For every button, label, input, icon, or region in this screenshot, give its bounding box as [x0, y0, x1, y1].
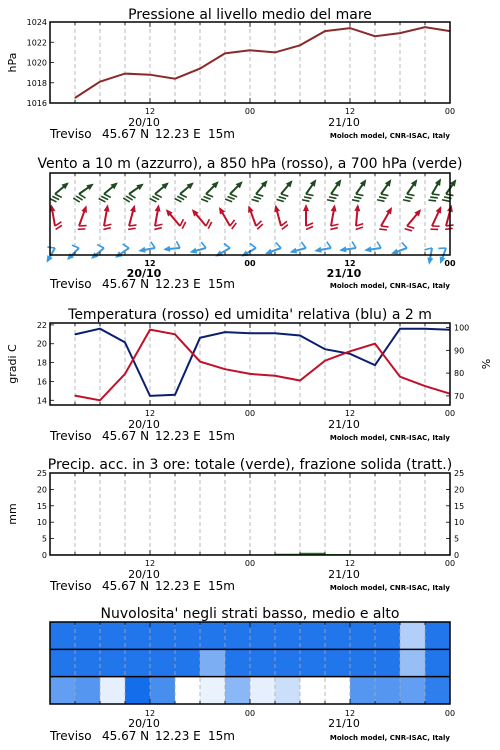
wind-850-barb-head [331, 204, 338, 212]
wind-850-barb [100, 204, 114, 231]
pressure-y-label: hPa [6, 52, 19, 73]
cloud-cell-medio [300, 649, 325, 676]
wind-10m-barb-head [138, 247, 146, 254]
wind-850-barb-feather [306, 223, 313, 226]
x-tick-label: 12 [144, 107, 156, 116]
cloud-cell-alto [275, 622, 300, 649]
pressure-line-point [374, 36, 375, 37]
x-tick-label: 12 [144, 559, 156, 568]
humidity-line-point [224, 332, 225, 333]
location-lon: 12.23 E [155, 429, 201, 443]
wind-10m-barb [288, 241, 307, 255]
location-lat: 45.67 N [102, 579, 150, 593]
x-tick-label: 00 [244, 107, 256, 116]
humidity-y-tick-label: 70 [454, 391, 465, 401]
temperature-y-tick-label: 14 [36, 396, 47, 406]
temperature-line-point [149, 329, 150, 330]
pressure-line [75, 27, 450, 98]
wind-10m-barb-head [289, 248, 297, 256]
wind-850-barb [428, 205, 448, 232]
x-tick-label: 00 [244, 409, 256, 418]
precip-y-tick-label: 25 [36, 469, 47, 478]
location-lat: 45.67 N [102, 127, 150, 141]
wind-850-barb-head [354, 204, 361, 211]
temperature-y-tick-label: 18 [36, 358, 47, 368]
cloud-cell-basso [375, 677, 400, 704]
temperature-line-point [124, 373, 125, 374]
precip-y-tick-label-right: 15 [454, 501, 465, 511]
cloud-cell-medio [100, 649, 125, 676]
cloud-cell-medio [350, 649, 375, 676]
location-name: Treviso [50, 729, 92, 743]
wind-700-barb [325, 178, 348, 204]
wind-700-barb [122, 181, 148, 204]
wind-850-barb [246, 203, 264, 230]
location-lon: 12.23 E [155, 579, 201, 593]
pressure-line-point [74, 97, 75, 98]
wind-850-barb-feather [103, 226, 110, 230]
cloud-cell-medio [75, 649, 100, 676]
pressure-line-point [324, 31, 325, 32]
wind-10m-barb-head [339, 246, 347, 253]
pressure-line-point [174, 78, 175, 79]
temperature-y-tick-label: 16 [36, 377, 47, 387]
wind-850-barb-head [272, 204, 280, 212]
cloud-title: Nuvolosita' negli strati basso, medio e alto [100, 606, 400, 622]
wind-850-barb-feather [445, 226, 453, 231]
wind-850-barb-head [81, 204, 89, 213]
x-tick-label: 00 [244, 259, 256, 268]
wind-10m-barb [338, 241, 356, 253]
pressure-line-point [149, 74, 150, 75]
x-tick-label: 12 [344, 409, 356, 418]
wind-10m-barb [422, 247, 435, 265]
location-name: Treviso [50, 127, 92, 141]
pressure-y-tick-label: 1016 [26, 99, 47, 108]
humidity-line-point [299, 335, 300, 336]
wind-700-barb [350, 178, 373, 204]
x-tick-label: 12 [344, 107, 356, 116]
pressure-line-point [424, 26, 425, 27]
wind-10m-barb-head [189, 248, 197, 256]
location-lat: 45.67 N [102, 277, 150, 291]
humidity-y-label: % [480, 358, 493, 370]
pressure-y-tick-label: 1020 [26, 58, 47, 68]
x-tick-label: 12 [344, 559, 356, 568]
precip-frame [50, 473, 450, 555]
credit-label: Moloch model, CNR-ISAC, Italy [329, 434, 450, 442]
precip-y-tick-label-right: 25 [454, 469, 465, 478]
humidity-line-point [374, 365, 375, 366]
humidity-line-point [149, 395, 150, 396]
cloud-cell-medio [400, 649, 425, 676]
cloud-cell-medio [325, 649, 350, 676]
wind-10m-barb [162, 241, 180, 252]
pressure-y-tick-label: 1024 [26, 18, 47, 27]
wind-850-barb-head [216, 205, 225, 214]
humidity-line-point [74, 334, 75, 335]
cloud-cell-alto [250, 622, 275, 649]
temperature-line-point [74, 395, 75, 396]
humidity-y-tick-label: 90 [454, 346, 465, 356]
humidity-line-point [399, 328, 400, 329]
date-label: 21/10 [326, 267, 362, 280]
x-tick-label: 12 [344, 709, 356, 718]
cloud-cell-alto [175, 622, 200, 649]
location-lat: 45.67 N [102, 729, 150, 743]
temperature-line-point [174, 334, 175, 335]
wind-850-barb [353, 204, 365, 230]
temperature-line-point [199, 361, 200, 362]
humidity-line-point [199, 337, 200, 338]
wind-10m-barb-head [426, 257, 433, 265]
cloud-cell-alto [125, 622, 150, 649]
location-lat: 45.67 N [102, 429, 150, 443]
wind-700-barb [72, 181, 98, 204]
wind-700-barb [440, 178, 463, 204]
precip-y-tick-label: 20 [36, 485, 47, 495]
cloud-cell-alto [75, 622, 100, 649]
wind-700-barb [401, 178, 424, 204]
precip-title: Precip. acc. in 3 ore: totale (verde), frazione solida (tratt.) [47, 457, 453, 473]
humidity-line-point [324, 349, 325, 350]
wind-850-barb-head [386, 205, 395, 214]
humidity-line-point [274, 333, 275, 334]
precip-y-tick-label: 5 [41, 534, 47, 544]
wind-700-barb [173, 180, 199, 204]
cloud-cell-alto [375, 622, 400, 649]
location-elev: 15m [208, 579, 235, 593]
date-label: 21/10 [328, 418, 360, 431]
cloud-cell-basso [275, 677, 300, 704]
wind-10m-barb [363, 241, 381, 253]
wind-850-barb-head [436, 205, 444, 214]
wind-10m-barb [238, 242, 258, 259]
location-elev: 15m [208, 429, 235, 443]
wind-10m-barb [212, 242, 232, 259]
cloud-cell-medio [250, 649, 275, 676]
pressure-line-point [299, 45, 300, 46]
wind-850-barb-feather [154, 226, 161, 230]
wind-850-barb-head [447, 204, 455, 212]
date-label: 20/10 [128, 568, 160, 581]
cloud-cell-medio [150, 649, 175, 676]
temperature-line-point [274, 375, 275, 376]
wind-700-barb [48, 180, 74, 204]
wind-700-barb [223, 179, 248, 204]
pressure-line-point [399, 33, 400, 34]
cloud-cell-basso [125, 677, 150, 704]
humidity-line-point [124, 342, 125, 343]
precip-y-tick-label-right: 0 [454, 551, 460, 560]
pressure-y-tick-label: 1022 [26, 38, 47, 48]
location-elev: 15m [208, 127, 235, 141]
temperature-y-tick-label: 20 [36, 339, 47, 349]
location-lon: 12.23 E [155, 277, 201, 291]
pressure-line-point [224, 53, 225, 54]
temperature-line-point [349, 351, 350, 352]
credit-label: Moloch model, CNR-ISAC, Italy [329, 282, 450, 290]
cloud-cell-basso [250, 677, 275, 704]
wind-850-barb-head [303, 204, 309, 211]
humidity-line-point [424, 328, 425, 329]
wind-10m-barb [313, 241, 331, 254]
wind-850-barb [216, 203, 237, 230]
cloud-cell-alto [200, 622, 225, 649]
cloud-cell-alto [300, 622, 325, 649]
credit-label: Moloch model, CNR-ISAC, Italy [329, 132, 450, 140]
cloud-cell-alto [100, 622, 125, 649]
precip-y-tick-label: 15 [36, 501, 47, 511]
cloud-cell-medio [375, 649, 400, 676]
wind-850-barb-head [104, 204, 111, 212]
cloud-cell-basso [425, 677, 450, 704]
date-label: 20/10 [126, 267, 162, 280]
x-tick-label: 00 [244, 709, 256, 718]
cloud-cell-basso [350, 677, 375, 704]
date-label: 21/10 [328, 116, 360, 129]
wind-850-barb [303, 204, 313, 230]
wind-850-barb-feather [356, 226, 363, 230]
humidity-y-tick-label: 80 [454, 369, 465, 379]
temperature-line-point [324, 360, 325, 361]
wind-850-barb-feather [330, 226, 337, 230]
cloud-cell-basso [150, 677, 175, 704]
date-label: 20/10 [128, 717, 160, 730]
x-tick-label: 12 [144, 259, 156, 268]
cloud-cell-basso [200, 677, 225, 704]
wind-850-barb [125, 204, 141, 231]
cloud-cell-basso [175, 677, 200, 704]
temperature-y-tick-label: 22 [36, 320, 47, 330]
x-tick-label: 00 [444, 559, 456, 568]
pressure-line-point [124, 73, 125, 74]
precip-y-tick-label-right: 20 [454, 485, 465, 495]
cloud-cell-basso [325, 677, 350, 704]
cloud-cell-medio [275, 649, 300, 676]
x-tick-label: 00 [444, 259, 456, 268]
x-tick-label: 00 [444, 107, 456, 116]
date-label: 20/10 [128, 116, 160, 129]
cloud-cell-medio [50, 649, 75, 676]
wind-850-barb [327, 204, 341, 231]
temperature-y-label: gradi C [6, 344, 19, 384]
wind-10m-barb-head [44, 255, 53, 264]
wind-850-barb [151, 204, 165, 231]
date-label: 21/10 [328, 717, 360, 730]
temperature-line-point [224, 369, 225, 370]
location-name: Treviso [50, 579, 92, 593]
cloud-cell-alto [150, 622, 175, 649]
humidity-line-point [249, 333, 250, 334]
cloud-cell-basso [100, 677, 125, 704]
x-tick-label: 00 [444, 709, 456, 718]
cloud-cell-medio [125, 649, 150, 676]
wind-850-barb-head [246, 204, 254, 213]
humidity-y-tick-label: 100 [454, 323, 470, 333]
x-tick-label: 12 [344, 259, 356, 268]
wind-850-barb [190, 205, 214, 231]
temperature-line-point [299, 380, 300, 381]
pressure-line-point [99, 81, 100, 82]
wind-700-barb [249, 178, 273, 204]
cloud-cell-medio [200, 649, 225, 676]
humidity-line-point [349, 353, 350, 354]
wind-10m-barb-head [314, 247, 322, 254]
x-tick-label: 00 [244, 559, 256, 568]
pressure-line-point [349, 27, 350, 28]
wind-850-barb [377, 205, 398, 232]
cloud-cell-alto [400, 622, 425, 649]
precip-y-tick-label-right: 5 [454, 534, 460, 544]
cloud-cell-alto [50, 622, 75, 649]
pressure-line-point [249, 50, 250, 51]
wind-10m-barb [188, 241, 207, 255]
wind-850-barb-feather [78, 226, 86, 231]
cloud-cell-medio [425, 649, 450, 676]
wind-700-barb [97, 180, 123, 204]
cloud-cell-basso [225, 677, 250, 704]
cloud-cell-alto [350, 622, 375, 649]
pressure-y-tick-label: 1018 [26, 78, 47, 88]
wind-10m-barb-head [163, 246, 170, 253]
wind-850-barb-head [130, 204, 138, 212]
wind-850-barb-feather [306, 227, 313, 230]
temperature-title: Temperatura (rosso) ed umidita' relativa (blu) a 2 m [68, 307, 432, 323]
temperature-line-point [99, 400, 100, 401]
credit-label: Moloch model, CNR-ISAC, Italy [329, 584, 450, 592]
temperature-line-point [249, 373, 250, 374]
wind-700-barb-head [435, 177, 444, 186]
temperature-line-point [374, 343, 375, 344]
cloud-cell-basso [75, 677, 100, 704]
precip-y-tick-label-right: 10 [454, 518, 465, 528]
cloud-cell-alto [425, 622, 450, 649]
cloud-cell-basso [50, 677, 75, 704]
wind-10m-barb-head [364, 246, 372, 253]
cloud-cell-alto [325, 622, 350, 649]
wind-700-barb [375, 178, 398, 204]
wind-10m-barb [111, 242, 131, 260]
cloud-cell-basso [400, 677, 425, 704]
humidity-line-point [99, 328, 100, 329]
location-name: Treviso [50, 429, 92, 443]
pressure-line-point [274, 52, 275, 53]
temperature-line [75, 330, 450, 401]
humidity-line-point [174, 394, 175, 395]
temperature-line-point [424, 386, 425, 387]
temperature-line-point [399, 376, 400, 377]
wind-850-barb [402, 207, 426, 233]
location-lon: 12.23 E [155, 127, 201, 141]
wind-700-barb [300, 178, 323, 204]
pressure-line-point [199, 68, 200, 69]
wind-700-barb [274, 178, 298, 204]
date-label: 21/10 [328, 568, 360, 581]
cloud-cell-medio [175, 649, 200, 676]
date-label: 20/10 [128, 418, 160, 431]
wind-850-barb [164, 205, 188, 231]
wind-850-barb-feather [431, 226, 439, 232]
credit-label: Moloch model, CNR-ISAC, Italy [329, 734, 450, 742]
cloud-cell-basso [300, 677, 325, 704]
wind-title: Vento a 10 m (azzurro), a 850 hPa (rosso), a 700 hPa (verde) [37, 156, 463, 172]
wind-850-barb-feather [128, 226, 136, 231]
location-name: Treviso [50, 277, 92, 291]
wind-10m-barb [86, 243, 105, 262]
wind-850-barb [75, 204, 93, 231]
wind-10m-barb [137, 241, 155, 254]
wind-700-barb [199, 179, 224, 204]
x-tick-label: 00 [444, 409, 456, 418]
pressure-title: Pressione al livello medio del mare [128, 7, 372, 23]
location-elev: 15m [208, 729, 235, 743]
cloud-cell-medio [225, 649, 250, 676]
x-tick-label: 12 [144, 409, 156, 418]
cloud-cell-alto [225, 622, 250, 649]
x-tick-label: 12 [144, 709, 156, 718]
location-lon: 12.23 E [155, 729, 201, 743]
wind-850-barb-head [155, 204, 162, 212]
wind-10m-barb [62, 243, 81, 262]
location-elev: 15m [208, 277, 235, 291]
precip-y-label: mm [6, 503, 19, 525]
precip-y-tick-label: 10 [36, 518, 47, 528]
precip-y-tick-label: 0 [41, 551, 47, 560]
wind-700-barb [148, 180, 174, 204]
